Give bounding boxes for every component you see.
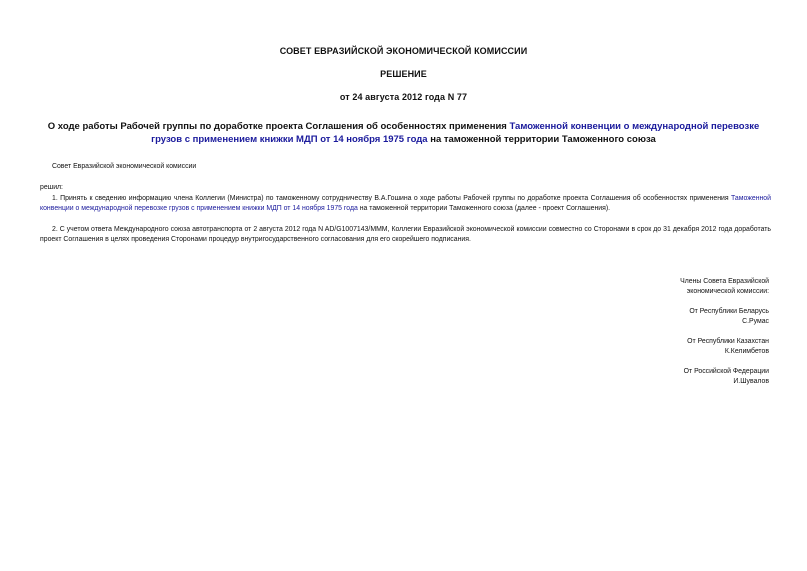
signature-russia-country: От Российской Федерации xyxy=(683,368,769,375)
date-line: от 24 августа 2012 года N 77 xyxy=(339,92,468,102)
preamble: Совет Евразийской экономической комиссии xyxy=(52,163,197,170)
signature-belarus-name: С.Румас xyxy=(742,317,769,325)
convention-link-title[interactable]: Таможенной конвенции о международной перевозке грузов с применением книжки МДП от 14 ноября 1975 года xyxy=(151,121,760,145)
signature-russia-name: И.Шувалов xyxy=(733,377,769,385)
item1-text-end: на таможенной территории Таможенного союза (далее - проект Соглашения). xyxy=(357,204,611,212)
signatures-heading-line1: Члены Совета Евразийской xyxy=(680,278,769,285)
decision-header: РЕШЕНИЕ xyxy=(380,69,427,79)
decision-item-1 xyxy=(40,194,771,213)
resolved-label: решил: xyxy=(40,184,63,191)
signature-russia xyxy=(684,367,769,387)
title-text-start: О ходе работы Рабочей группы по доработке проекта Соглашения об особенностях применения xyxy=(47,121,510,132)
signature-belarus xyxy=(689,307,769,327)
convention-link-item1[interactable]: Таможенной конвенции о международной перевозке грузов с применением книжки МДП от 14 ноября 1975 года xyxy=(40,195,771,212)
item1-text-start: 1. Принять к сведению информацию члена Коллегии (Министра) по таможенному сотрудничеству В.А.Гошина о ходе работы Рабочей группы по доработке проекта Соглашения об особенностях применения xyxy=(52,195,732,202)
signatures-heading-line2: экономической комиссии: xyxy=(686,287,769,295)
decision-title xyxy=(40,120,767,146)
title-text-end: на таможенной территории Таможенного союза xyxy=(427,134,656,145)
signatures-heading xyxy=(680,277,769,297)
item2-text: 2. С учетом ответа Международного союза автотранспорта от 2 августа 2012 года N AD/G1007143/MMM, Коллегии Евразийской экономической комиссии совместно со Сторонами в срок до 31 декабря 2012 года доработать проект Соглашения в целях проведения Сторонами процедур внутригосударственного согласования для его скорейшего подписания. xyxy=(40,226,771,243)
signature-belarus-country: От Республики Беларусь xyxy=(689,308,769,315)
signature-kazakhstan-name: К.Келимбетов xyxy=(724,347,769,355)
signature-kazakhstan xyxy=(687,337,769,357)
council-header: СОВЕТ ЕВРАЗИЙСКОЙ ЭКОНОМИЧЕСКОЙ КОМИССИИ xyxy=(279,46,528,56)
decision-item-2 xyxy=(40,225,771,244)
signature-kazakhstan-country: От Республики Казахстан xyxy=(687,338,769,345)
